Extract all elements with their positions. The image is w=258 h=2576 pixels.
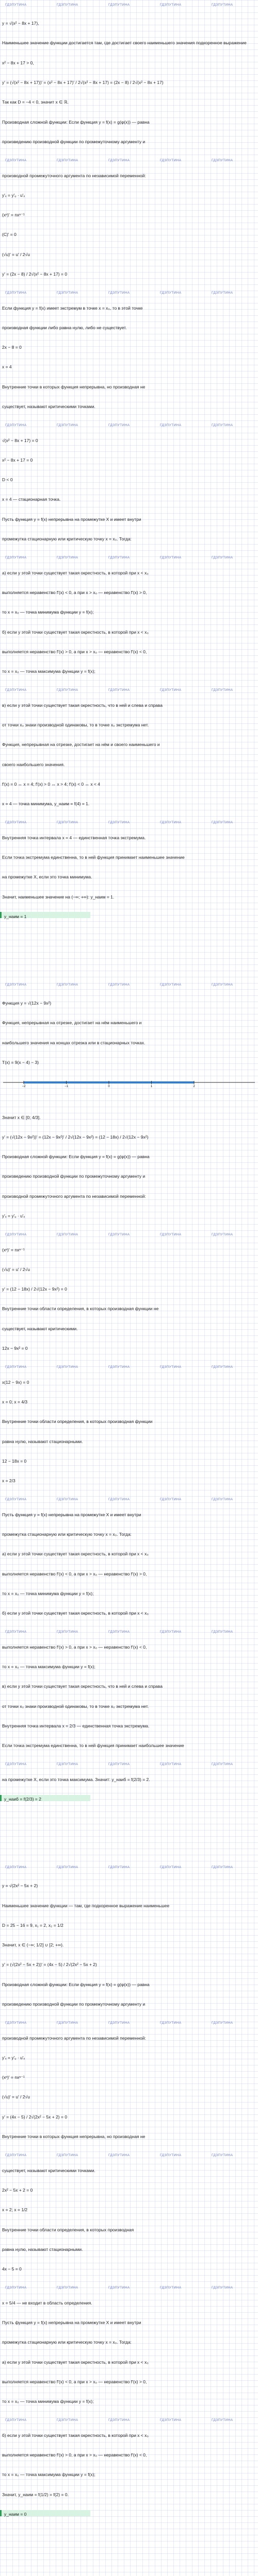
solution-line: на промежутке X, если это точка максимума. Значит: y_наиб = f(2/3) = 2. xyxy=(2,1776,150,1782)
solution-line: равна нулю, называют стационарными. xyxy=(2,2246,83,2252)
solution-line: промежутка стационарную или критическую точку x = x₀. Тогда: xyxy=(2,1532,132,1537)
solution-line: то x = x₀ — точка минимума функции y = f(x); xyxy=(2,609,94,615)
solution-line: 4x − 5 = 0 xyxy=(2,2266,22,2272)
solution-line: произведению производной функции по промежуточному аргументу и xyxy=(2,1174,146,1179)
solution-line: Производная сложной функции: Если функция y = f(x) = g(φ(x)) — равна xyxy=(2,1154,150,1160)
tick-label: −1 xyxy=(64,1085,68,1088)
watermark-text: ГДЗПУТИНА xyxy=(57,423,78,428)
solution-line: (√u)' = u' / 2√u xyxy=(2,251,30,257)
solution-line: Производная сложной функции: Если функция y = f(x) = g(φ(x)) — равна xyxy=(2,1981,150,1987)
watermark-text: ГДЗПУТИНА xyxy=(212,159,233,163)
watermark-text: ГДЗПУТИНА xyxy=(108,1762,130,1767)
solution-line: (√u)' = u' / 2√u xyxy=(2,2094,30,2100)
solution-line: выполняется неравенство f'(x) > 0, а при x > x₀ — неравенство f'(x) < 0, xyxy=(2,1644,147,1650)
watermark-text: ГДЗПУТИНА xyxy=(160,291,182,295)
watermark-text: ГДЗПУТИНА xyxy=(108,688,130,692)
solution-line: x = 4 — точка минимума, y_наим = f(4) = 1. xyxy=(2,801,90,807)
watermark-text: ГДЗПУТИНА xyxy=(5,821,27,825)
watermark-text: ГДЗПУТИНА xyxy=(108,556,130,560)
answer-text: y_наиб = f(2/3) = 2 xyxy=(4,1797,41,1802)
answer-text: y_наим = 1 xyxy=(4,913,27,919)
watermark-text: ГДЗПУТИНА xyxy=(212,1498,233,1502)
solution-line: x = 2; x = 1/2 xyxy=(2,2207,28,2213)
solution-line: y' = (12 − 18x) / 2√(12x − 9x²) = 0 xyxy=(2,1286,67,1292)
solution-line: б) если у этой точки существует такая окрестность, в которой при x < x₀ xyxy=(2,629,149,635)
solution-line: своего наибольшего значения. xyxy=(2,761,65,767)
solution-line: наибольшего значения на концах отрезка или в стационарных точках. xyxy=(2,1040,146,1045)
watermark-text: ГДЗПУТИНА xyxy=(5,2021,27,2025)
solution-line: (xⁿ)' = nxⁿ⁻¹ xyxy=(2,212,25,218)
watermark-text: ГДЗПУТИНА xyxy=(57,982,78,987)
watermark-text: ГДЗПУТИНА xyxy=(160,982,182,987)
watermark-text: ГДЗПУТИНА xyxy=(160,688,182,692)
solution-line: Внутренняя точка интервала x = 4 — единственная точка экстремума. xyxy=(2,835,146,840)
watermark-text: ГДЗПУТИНА xyxy=(57,2021,78,2025)
watermark-text: ГДЗПУТИНА xyxy=(5,291,27,295)
watermark-text: ГДЗПУТИНА xyxy=(160,2418,182,2422)
solution-line: y' = (4x − 5) / 2√(2x² − 5x + 2) = 0 xyxy=(2,2114,68,2120)
solution-line: y'ₓ = y'ᵤ · u'ₓ xyxy=(2,192,25,198)
solution-line: выполняется неравенство f'(x) < 0, а при x > x₀ — неравенство f'(x) > 0, xyxy=(2,1571,147,1577)
watermark-text: ГДЗПУТИНА xyxy=(212,2286,233,2290)
watermark-text: ГДЗПУТИНА xyxy=(108,2154,130,2158)
solution-line: 2x² − 5x + 2 = 0 xyxy=(2,2187,33,2193)
watermark-text: ГДЗПУТИНА xyxy=(57,1866,78,1870)
watermark-text: ГДЗПУТИНА xyxy=(108,3,130,7)
solution-line: Внутренняя точка интервала x = 2/3 — единственная точка экстремума. xyxy=(2,1723,150,1728)
watermark-text: ГДЗПУТИНА xyxy=(160,3,182,7)
answer-text: y_наим = 0 xyxy=(4,2511,27,2517)
solution-line: Так как D = −4 < 0, значит x ∈ ℝ. xyxy=(2,99,69,105)
solution-line: в) если у этой точки существует такая окрестность, что в ней и слева и справа xyxy=(2,702,163,708)
watermark-text: ГДЗПУТИНА xyxy=(57,1365,78,1369)
watermark-text: ГДЗПУТИНА xyxy=(212,1233,233,1237)
watermark-text: ГДЗПУТИНА xyxy=(57,688,78,692)
tick-label: 2 xyxy=(193,1085,195,1088)
solution-line: x = 0; x = 4/3 xyxy=(2,1399,28,1404)
watermark-text: ГДЗПУТИНА xyxy=(57,556,78,560)
solution-line: Внутренние точки в которых функция непрерывна, но производная не xyxy=(2,384,146,389)
watermark-text: ГДЗПУТИНА xyxy=(57,1498,78,1502)
solution-line: Значит, наименьшее значение на (−∞; +∞): y_наим = 1. xyxy=(2,894,115,900)
number-line xyxy=(3,1079,255,1088)
watermark-text: ГДЗПУТИНА xyxy=(57,159,78,163)
solution-line: выполняется неравенство f'(x) < 0, а при x > x₀ — неравенство f'(x) > 0, xyxy=(2,589,147,595)
watermark-text: ГДЗПУТИНА xyxy=(160,1762,182,1767)
watermark-text: ГДЗПУТИНА xyxy=(108,423,130,428)
watermark-text: ГДЗПУТИНА xyxy=(160,1233,182,1237)
solution-line: равна нулю, называют стационарными. xyxy=(2,1438,83,1444)
watermark-text: ГДЗПУТИНА xyxy=(108,291,130,295)
solution-line: Производная сложной функции: Если функция y = f(x) = g(φ(x)) — равна xyxy=(2,119,150,125)
watermark-text: ГДЗПУТИНА xyxy=(5,556,27,560)
solution-line: T(x) = 9(x − 4) − 3) xyxy=(2,1059,39,1065)
watermark-text: ГДЗПУТИНА xyxy=(160,423,182,428)
solution-line: Функция, непрерывная на отрезке, достигает на нём и своего наименьшего и xyxy=(2,742,160,748)
solution-line: то x = x₀ — точка максимума функции y = f(x); xyxy=(2,669,95,674)
solution-line: Внутренние точки области определения, в которых производная функции xyxy=(2,1419,153,1425)
watermark-text: ГДЗПУТИНА xyxy=(212,556,233,560)
solution-line: Значит, y_наим = f(1/2) = f(2) = 0. xyxy=(2,2492,69,2497)
solution-line: то x = x₀ — точка минимума функции y = f(x); xyxy=(2,1590,94,1596)
solution-line: Если точка экстремума единственна, то в ней функция принимает наибольшее значение xyxy=(2,1743,184,1749)
watermark-text: ГДЗПУТИНА xyxy=(108,2418,130,2422)
solution-line: а) если у этой точки существует такая окрестность, в которой при x < x₀ xyxy=(2,2359,149,2365)
tick-label: −2 xyxy=(22,1085,26,1088)
solution-line: y = √(x² − 8x + 17), xyxy=(2,21,39,26)
solution-line: y' = (√(x² − 8x + 17))' = (x² − 8x + 17)' / 2√(x² − 8x + 17) = (2x − 8) / 2√(x² − 8x + 17) xyxy=(2,80,164,86)
solution-line: (xⁿ)' = nxⁿ⁻¹ xyxy=(2,1247,25,1252)
watermark-text: ГДЗПУТИНА xyxy=(160,159,182,163)
watermark-text: ГДЗПУТИНА xyxy=(160,1630,182,1634)
solution-line: √(x² − 8x + 17) = 0 xyxy=(2,437,38,443)
watermark-text: ГДЗПУТИНА xyxy=(212,2021,233,2025)
solution-line: f'(x) = 0 ↔ x = 4; f'(x) > 0 ↔ x > 4; f'(x) < 0 ↔ x < 4 xyxy=(2,781,101,787)
solution-line: (xⁿ)' = nxⁿ⁻¹ xyxy=(2,2075,25,2080)
solution-line: существует, называют критическими точками. xyxy=(2,403,95,409)
solution-line: б) если у этой точки существует такая окрестность, в которой при x < x₀ xyxy=(2,1611,149,1616)
solution-line: от точки x₀ знаки производной одинаковы, то в точке x₀ экстремума нет. xyxy=(2,1703,149,1709)
solution-line: Наименьшее значение функции достигается там, где достигает своего наименьшего значения подкоренное выражение xyxy=(2,40,247,46)
solution-line: 2x − 8 = 0 xyxy=(2,345,22,350)
watermark-text: ГДЗПУТИНА xyxy=(160,1365,182,1369)
solution-line: производной промежуточного аргумента по независимой переменной: xyxy=(2,173,146,178)
solution-line: производной промежуточного аргумента по независимой переменной: xyxy=(2,1193,146,1199)
watermark-text: ГДЗПУТИНА xyxy=(57,1762,78,1767)
solution-line: промежутка стационарную или критическую точку x = x₀. Тогда: xyxy=(2,2340,132,2345)
watermark-text: ГДЗПУТИНА xyxy=(160,821,182,825)
watermark-text: ГДЗПУТИНА xyxy=(57,2286,78,2290)
solution-line: x = 2/3 xyxy=(2,1478,15,1484)
solution-line: Функция y = √(12x − 9x²) xyxy=(2,1001,52,1006)
watermark-text: ГДЗПУТИНА xyxy=(5,1233,27,1237)
watermark-text: ГДЗПУТИНА xyxy=(108,1498,130,1502)
solution-line: Наименьшее значение функции — там, где подкоренное выражение наименьшее xyxy=(2,1903,170,1908)
solution-line: y'ₓ = y'ᵤ · u'ₓ xyxy=(2,2055,25,2060)
solution-line: то x = x₀ — точка максимума функции y = f(x); xyxy=(2,2472,95,2478)
solution-line: Пусть функция y = f(x) непрерывна на промежутке X и имеет внутри xyxy=(2,2320,141,2326)
solution-line: y = √(2x² − 5x + 2) xyxy=(2,1883,38,1889)
solution-line: в) если у этой точки существует такая окрестность, что в ней и слева и справа xyxy=(2,1684,163,1689)
watermark-text: ГДЗПУТИНА xyxy=(5,2286,27,2290)
solution-line: y' = (2x − 8) / 2√(x² − 8x + 17) = 0 xyxy=(2,271,68,277)
watermark-text: ГДЗПУТИНА xyxy=(5,1365,27,1369)
solution-line: а) если у этой точки существует такая окрестность, в которой при x < x₀ xyxy=(2,1551,149,1557)
watermark-text: ГДЗПУТИНА xyxy=(160,556,182,560)
solution-line: б) если у этой точки существует такая окрестность, в которой при x < x₀ xyxy=(2,2432,149,2438)
watermark-text: ГДЗПУТИНА xyxy=(160,2286,182,2290)
solution-line: Значит x ∈ [0; 4/3]. xyxy=(2,1114,41,1120)
solution-line: D < 0 xyxy=(2,477,13,483)
watermark-text: ГДЗПУТИНА xyxy=(212,688,233,692)
watermark-text: ГДЗПУТИНА xyxy=(108,1866,130,1870)
tick-label: 0 xyxy=(108,1085,110,1088)
watermark-text: ГДЗПУТИНА xyxy=(212,1762,233,1767)
watermark-text: ГДЗПУТИНА xyxy=(5,1866,27,1870)
solution-line: Пусть функция y = f(x) непрерывна на промежутке X и имеет внутри xyxy=(2,1512,141,1517)
watermark-text: ГДЗПУТИНА xyxy=(108,982,130,987)
watermark-text: ГДЗПУТИНА xyxy=(5,982,27,987)
watermark-text: ГДЗПУТИНА xyxy=(212,1365,233,1369)
watermark-text: ГДЗПУТИНА xyxy=(5,1762,27,1767)
solution-line: выполняется неравенство f'(x) < 0, а при x > x₀ — неравенство f'(x) > 0, xyxy=(2,2379,147,2384)
solution-line: x(12 − 9x) = 0 xyxy=(2,1379,29,1385)
watermark-text: ГДЗПУТИНА xyxy=(57,3,78,7)
solution-line: Значит, x ∈ (−∞; 1/2] ∪ [2; +∞). xyxy=(2,1942,64,1948)
watermark-text: ГДЗПУТИНА xyxy=(5,1498,27,1502)
solution-line: произведению производной функции по промежуточному аргументу и xyxy=(2,2002,146,2007)
solution-line: x² − 8x + 17 > 0, xyxy=(2,60,34,65)
watermark-text: ГДЗПУТИНА xyxy=(57,1233,78,1237)
solution-line: Внутренние точки в которых функция непрерывна, но производная не xyxy=(2,2134,146,2140)
solution-line: выполняется неравенство f'(x) > 0, а при x > x₀ — неравенство f'(x) < 0, xyxy=(2,2452,147,2458)
watermark-text: ГДЗПУТИНА xyxy=(212,982,233,987)
watermark-text: ГДЗПУТИНА xyxy=(108,1630,130,1634)
watermark-text: ГДЗПУТИНА xyxy=(5,2418,27,2422)
watermark-text: ГДЗПУТИНА xyxy=(57,821,78,825)
solution-line: Если точка экстремума единственна, то в ней функция принимает наименьшее значение xyxy=(2,855,185,860)
solution-line: (√u)' = u' / 2√u xyxy=(2,1266,30,1272)
solution-line: x = 4 — стационарная точка. xyxy=(2,497,61,502)
solution-line: y' = (√(2x² − 5x + 2))' = (4x − 5) / 2√(2x² − 5x + 2) xyxy=(2,1962,97,1968)
solution-line: y'ₓ = y'ᵤ · u'ₓ xyxy=(2,1213,25,1218)
watermark-text: ГДЗПУТИНА xyxy=(108,821,130,825)
solution-line: существует, называют критическими точками. xyxy=(2,2167,95,2173)
watermark-text: ГДЗПУТИНА xyxy=(160,2154,182,2158)
solution-line: 12 − 18x = 0 xyxy=(2,1458,27,1464)
solution-line: существует, называют критическими. xyxy=(2,1326,78,1331)
watermark-text: ГДЗПУТИНА xyxy=(108,2021,130,2025)
solution-line: то x = x₀ — точка минимума функции y = f(x); xyxy=(2,2399,94,2404)
solution-line: Внутренние точки области определения, в которых производная xyxy=(2,2227,134,2232)
watermark-text: ГДЗПУТИНА xyxy=(108,1365,130,1369)
watermark-text: ГДЗПУТИНА xyxy=(108,159,130,163)
watermark-text: ГДЗПУТИНА xyxy=(57,2418,78,2422)
watermark-text: ГДЗПУТИНА xyxy=(212,3,233,7)
solution-line: на промежутке X, если это точка минимума. xyxy=(2,874,92,880)
watermark-text: ГДЗПУТИНА xyxy=(160,1866,182,1870)
watermark-text: ГДЗПУТИНА xyxy=(212,291,233,295)
watermark-text: ГДЗПУТИНА xyxy=(160,2021,182,2025)
solution-line: Если функция y = f(x) имеет экстремум в точке x = x₀, то в этой точке xyxy=(2,305,143,311)
solution-line: выполняется неравенство f'(x) > 0, а при x > x₀ — неравенство f'(x) < 0, xyxy=(2,649,147,654)
solution-line: (C)' = 0 xyxy=(2,232,17,238)
solution-line: y' = (√(12x − 9x²))' = (12x − 9x²)' / 2√(12x − 9x²) = (12 − 18x) / 2√(12x − 9x²) xyxy=(2,1134,149,1140)
solution-line: производная функции либо равна нулю, либо не существует. xyxy=(2,325,127,330)
watermark-text: ГДЗПУТИНА xyxy=(5,423,27,428)
watermark-text: ГДЗПУТИНА xyxy=(5,688,27,692)
solution-line: промежутка стационарную или критическую точку x = x₀. Тогда: xyxy=(2,536,132,542)
solution-line: 12x − 9x² = 0 xyxy=(2,1346,28,1351)
watermark-text: ГДЗПУТИНА xyxy=(212,2418,233,2422)
watermark-text: ГДЗПУТИНА xyxy=(212,1866,233,1870)
solution-line: то x = x₀ — точка максимума функции y = f(x); xyxy=(2,1664,95,1670)
solution-line: произведению производной функции по промежуточному аргументу и xyxy=(2,139,146,144)
watermark-text: ГДЗПУТИНА xyxy=(108,2286,130,2290)
tick-label: 1 xyxy=(150,1085,153,1088)
watermark-text: ГДЗПУТИНА xyxy=(212,821,233,825)
watermark-text: ГДЗПУТИНА xyxy=(212,1630,233,1634)
watermark-text: ГДЗПУТИНА xyxy=(57,2154,78,2158)
solution-line: x = 4 xyxy=(2,364,12,370)
solution-line: от точки x₀ знаки производной одинаковы, то в точке x₀ экстремума нет. xyxy=(2,722,149,727)
solution-line: производной промежуточного аргумента по независимой переменной: xyxy=(2,2035,146,2041)
watermark-text: ГДЗПУТИНА xyxy=(212,2154,233,2158)
solution-line: Пусть функция y = f(x) непрерывна на промежутке X и имеет внутри xyxy=(2,516,141,522)
watermark-text: ГДЗПУТИНА xyxy=(5,1630,27,1634)
solution-line: Функция, непрерывная на отрезке, достигает на нём наименьшего и xyxy=(2,1020,142,1026)
watermark-text: ГДЗПУТИНА xyxy=(212,423,233,428)
watermark-text: ГДЗПУТИНА xyxy=(108,1233,130,1237)
solution-line: Внутренние точки области определения, в которых производная функции не xyxy=(2,1306,159,1312)
watermark-text: ГДЗПУТИНА xyxy=(5,2154,27,2158)
watermark-text: ГДЗПУТИНА xyxy=(57,291,78,295)
solution-line: D = 25 − 16 = 9, x₁ = 2, x₂ = 1/2 xyxy=(2,1922,63,1928)
solution-line: x² − 8x + 17 = 0 xyxy=(2,457,33,463)
watermark-text: ГДЗПУТИНА xyxy=(5,3,27,7)
solution-line: x = 5/4 — не входит в область определения. xyxy=(2,2300,92,2306)
watermark-text: ГДЗПУТИНА xyxy=(160,1498,182,1502)
watermark-text: ГДЗПУТИНА xyxy=(57,1630,78,1634)
solution-line: а) если у этой точки существует такая окрестность, в которой при x < x₀ xyxy=(2,570,149,575)
watermark-text: ГДЗПУТИНА xyxy=(5,159,27,163)
